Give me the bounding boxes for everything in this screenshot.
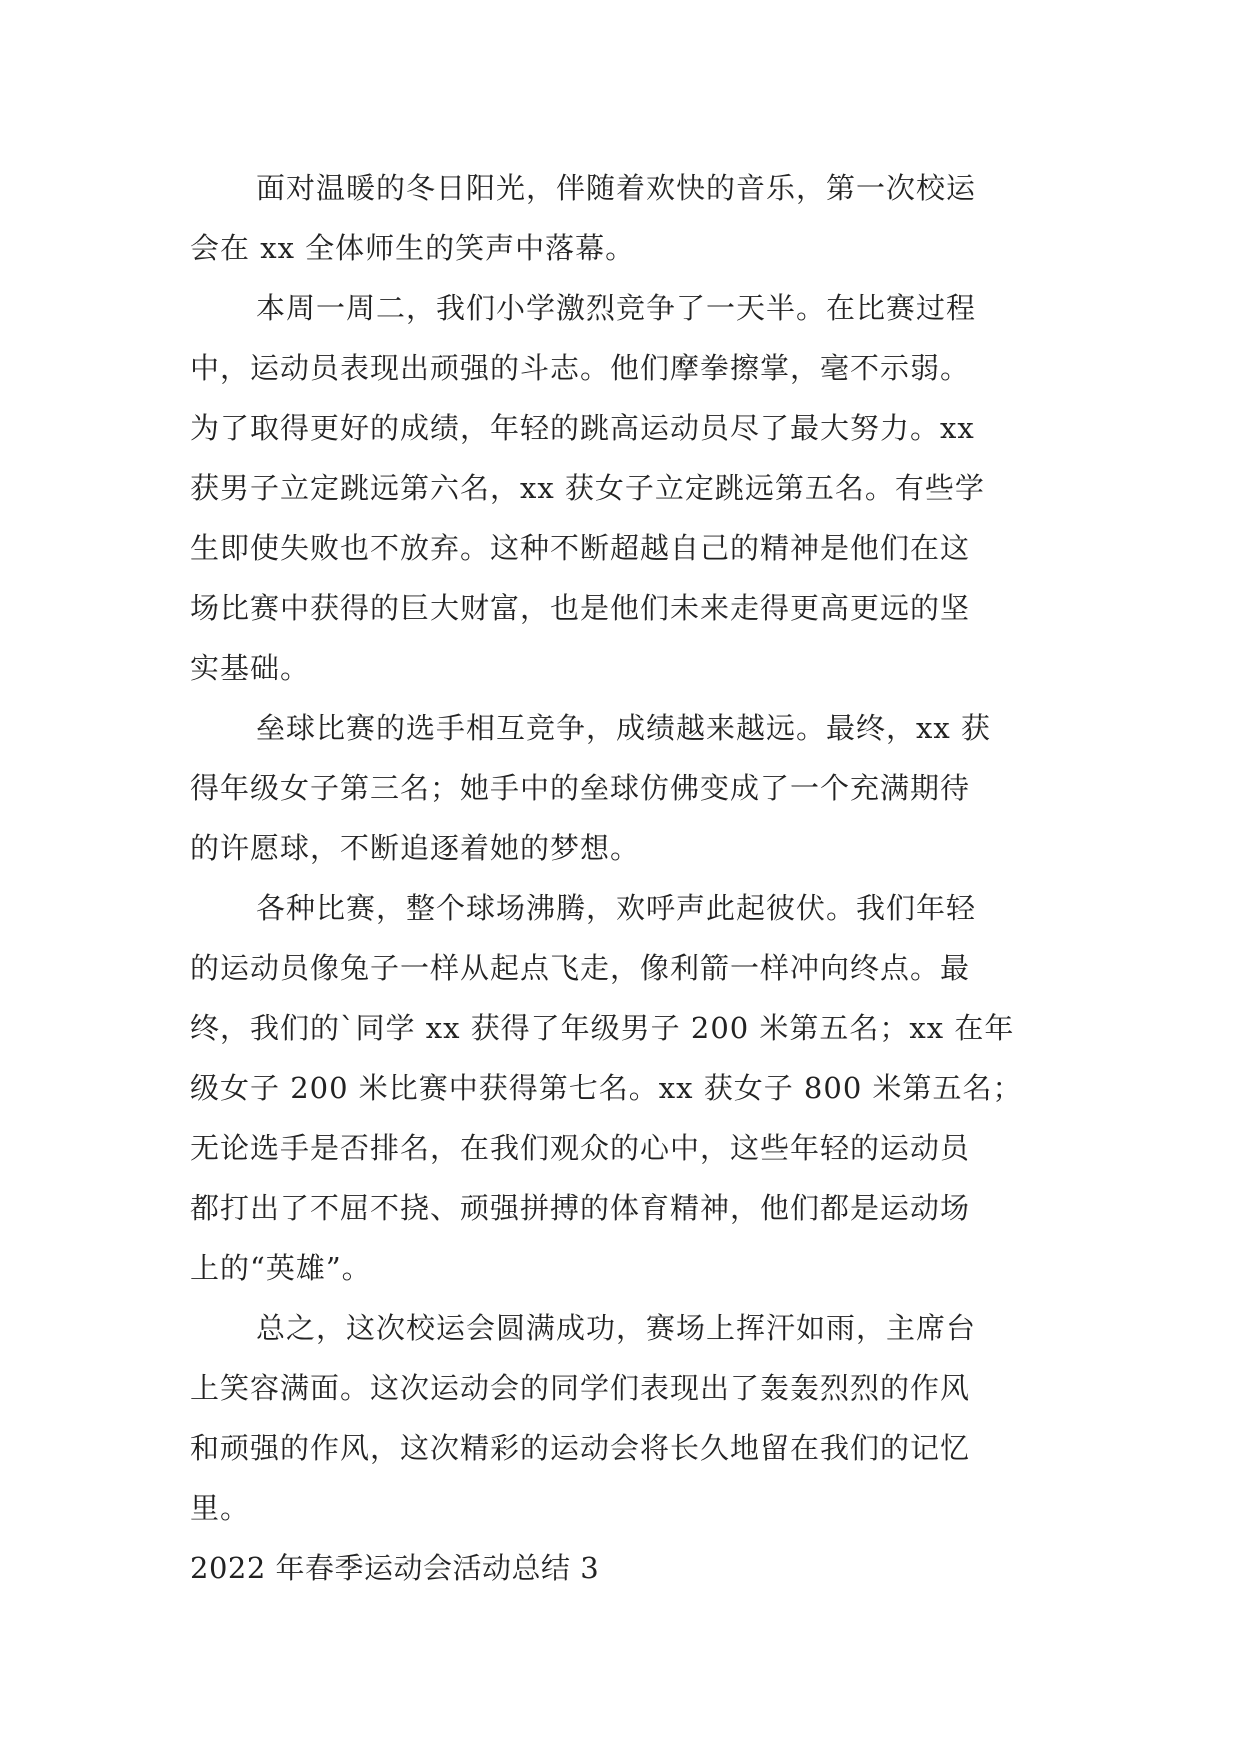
paragraph-1 xyxy=(190,158,1050,278)
text-line: 终，我们的`同学 xx 获得了年级男子 200 米第五名；xx 在年 xyxy=(190,1011,1015,1045)
text-line: 里。 xyxy=(190,1491,251,1525)
text-line: 各种比赛，整个球场沸腾，欢呼声此起彼伏。我们年轻 xyxy=(256,891,977,925)
section-heading: 2022 年春季运动会活动总结 3 xyxy=(190,1551,600,1585)
text-line: 上的“英雄”。 xyxy=(190,1251,372,1285)
text-line: 总之，这次校运会圆满成功，赛场上挥汗如雨，主席台 xyxy=(256,1311,977,1345)
text-line: 场比赛中获得的巨大财富，也是他们未来走得更高更远的坚 xyxy=(190,591,971,625)
text-line: 和顽强的作风，这次精彩的运动会将长久地留在我们的记忆 xyxy=(190,1431,971,1465)
text-line: 垒球比赛的选手相互竞争，成绩越来越远。最终，xx 获 xyxy=(256,711,991,745)
text-line: 都打出了不屈不挠、顽强拼搏的体育精神，他们都是运动场 xyxy=(190,1191,971,1225)
paragraph-4 xyxy=(190,878,1050,1298)
text-line: 的许愿球，不断追逐着她的梦想。 xyxy=(190,831,641,865)
paragraph-5 xyxy=(190,1298,1050,1538)
text-line: 面对温暖的冬日阳光，伴随着欢快的音乐，第一次校运 xyxy=(256,171,977,205)
text-line: 实基础。 xyxy=(190,651,311,685)
text-line: 的运动员像兔子一样从起点飞走，像利箭一样冲向终点。最 xyxy=(190,951,971,985)
text-line: 本周一周二，我们小学激烈竞争了一天半。在比赛过程 xyxy=(256,291,977,325)
text-line: 生即使失败也不放弃。这种不断超越自己的精神是他们在这 xyxy=(190,531,971,565)
text-line: 获男子立定跳远第六名，xx 获女子立定跳远第五名。有些学 xyxy=(190,471,985,505)
document-body xyxy=(190,158,1050,1598)
text-line: 得年级女子第三名；她手中的垒球仿佛变成了一个充满期待 xyxy=(190,771,971,805)
text-line: 无论选手是否排名，在我们观众的心中，这些年轻的运动员 xyxy=(190,1131,971,1165)
text-line: 级女子 200 米比赛中获得第七名。xx 获女子 800 米第五名； xyxy=(190,1071,1023,1105)
paragraph-2 xyxy=(190,278,1050,698)
text-line: 上笑容满面。这次运动会的同学们表现出了轰轰烈烈的作风 xyxy=(190,1371,971,1405)
text-line: 中，运动员表现出顽强的斗志。他们摩拳擦掌，毫不示弱。 xyxy=(190,351,971,385)
text-line: 会在 xx 全体师生的笑声中落幕。 xyxy=(190,231,636,265)
paragraph-3 xyxy=(190,698,1050,878)
text-line: 为了取得更好的成绩，年轻的跳高运动员尽了最大努力。xx xyxy=(190,411,975,445)
